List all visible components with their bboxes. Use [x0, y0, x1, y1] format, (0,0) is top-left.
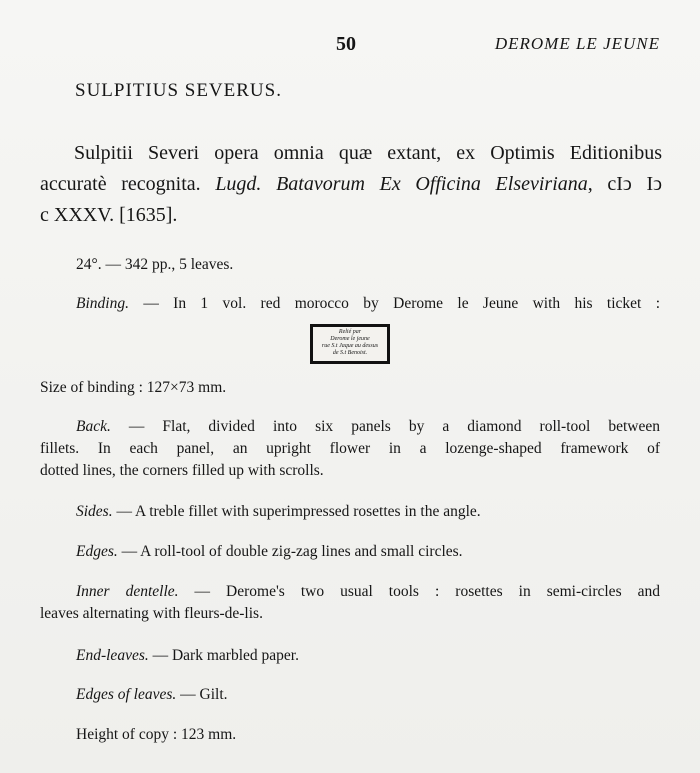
back-label: Back. [76, 418, 111, 435]
title-imprint: Lugd. Batavorum Ex Officina Elseviriana [215, 173, 588, 195]
title-line-2-plain: accuratè recognita. [40, 173, 216, 195]
height-of-copy [40, 724, 660, 746]
sides-line [40, 503, 481, 520]
end-leaves-label: End-leaves. [76, 647, 149, 664]
edges-of-leaves-line [40, 686, 228, 703]
running-title: DEROME LE JEUNE [494, 34, 660, 53]
inner-dentelle-line-2: leaves alternating with fleurs-de-lis. [40, 605, 263, 622]
inner-dentelle-line-1-text: — Derome's two usual tools : rosettes in semi-circles and [178, 583, 660, 600]
title-line-2-tail: , cIↄ Iↄ [587, 173, 662, 195]
edges-of-leaves-text: — Gilt. [176, 686, 228, 703]
binder-ticket-label [312, 326, 388, 362]
edges-line [40, 543, 463, 560]
title-line-2 [40, 169, 662, 200]
binding-paragraph [40, 293, 660, 315]
binding-line [40, 293, 660, 315]
page-number: 50 [336, 33, 356, 55]
collation [40, 254, 660, 276]
ticket-line-1: Relié par [338, 329, 362, 335]
size-of-binding [40, 377, 660, 399]
binding-text: — In 1 vol. red morocco by Derome le Jeune with his ticket : [128, 295, 660, 312]
back-line-3: dotted lines, the corners filled up with scrolls. [40, 462, 324, 479]
title-line-3: c XXXV. [1635]. [40, 204, 178, 226]
sides-label: Sides. [76, 503, 113, 520]
edges-paragraph [40, 541, 660, 563]
edges-label: Edges. [76, 543, 118, 560]
book-title [40, 138, 662, 231]
end-leaves-paragraph [40, 645, 660, 667]
ticket-line-3: rue S.t Jaque au dessus [321, 343, 379, 349]
ticket-line-4: de S.t Benoist. [332, 350, 368, 356]
back-paragraph [40, 416, 660, 482]
inner-dentelle-paragraph [40, 581, 660, 625]
ticket-line-2: Derome le jeune [330, 336, 370, 342]
edges-text: — A roll-tool of double zig-zag lines and small circles. [117, 543, 463, 560]
collation-text: 24°. — 342 pp., 5 leaves. [76, 256, 234, 273]
back-line-1 [40, 416, 660, 438]
end-leaves-text: — Dark marbled paper. [148, 647, 299, 664]
edges-of-leaves-paragraph [40, 684, 660, 706]
binding-label: Binding. [76, 295, 129, 312]
inner-dentelle-label: Inner dentelle. [76, 583, 179, 600]
height-text: Height of copy : 123 mm. [76, 726, 237, 743]
title-line-1: Sulpitii Severi opera omnia quæ extant, ex Optimis Editionibus [74, 142, 662, 164]
end-leaves-line [40, 647, 299, 664]
back-line-1-text: — Flat, divided into six panels by a diamond roll-tool between [110, 418, 660, 435]
edges-of-leaves-label: Edges of leaves. [76, 686, 177, 703]
binder-ticket [310, 324, 390, 364]
sides-text: — A treble fillet with superimpressed rosettes in the angle. [112, 503, 481, 520]
author-heading: SULPITIUS SEVERUS. [75, 80, 282, 101]
inner-dentelle-line-1 [40, 581, 660, 603]
sides-paragraph [40, 501, 660, 523]
size-text: Size of binding : 127×73 mm. [40, 379, 227, 396]
back-line-2: fillets. In each panel, an upright flower in a lozenge-shaped framework of [40, 440, 660, 457]
